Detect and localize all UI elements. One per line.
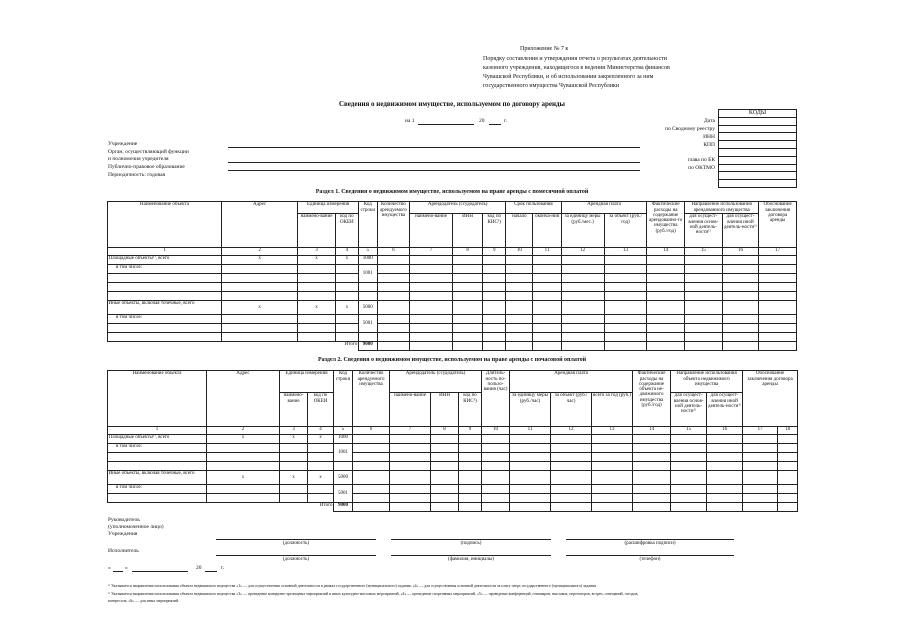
s1-h-direction: Направление использования арендованного имущества: [685, 202, 759, 214]
date-day-month-line: [418, 124, 474, 125]
code-label-inn: ИНН: [703, 134, 715, 140]
s1-x: x: [221, 256, 297, 265]
s2-h-dir2: для осущест-вления иной деятель-ности¹⁾: [707, 393, 743, 427]
appendix-line-2: Порядку составления и утверждения отчета о результатах деятельности: [483, 56, 667, 62]
s2-h-address: Адрес: [207, 371, 280, 427]
s2-num: 8: [431, 427, 459, 435]
institution-line: [228, 147, 640, 148]
s2-x: x: [207, 471, 280, 485]
s1-x: x: [335, 301, 358, 315]
section2-table: [107, 370, 798, 512]
s1-num: 13: [604, 248, 647, 256]
s1-num: 1: [108, 248, 222, 256]
code-label-registry: по Сводному реестру: [665, 126, 715, 132]
sig-date-year-line: [205, 571, 217, 572]
sig-head-decode-line: [566, 539, 734, 540]
s1-h-name: Наименование объекта: [108, 202, 222, 248]
s2-num: 17: [743, 427, 778, 435]
s2-num: 14: [633, 427, 671, 435]
s1-x: x: [335, 256, 358, 265]
sig-head-3: Учреждения: [108, 531, 138, 537]
s2-h-okopf: код по КИС³): [459, 393, 482, 427]
sig-exec-position-line: [216, 555, 376, 556]
s1-x: x: [221, 301, 297, 315]
s1-h-basis: Обоснование заключения договора аренды: [759, 202, 797, 248]
s1-num: 7: [410, 248, 453, 256]
s1-h-term: Срок пользования: [506, 202, 561, 214]
s1-row-other-total: Иные объекты, включая точечные, всего: [108, 301, 222, 315]
s2-num: 18: [778, 427, 798, 435]
s1-h-per-object: за объект (руб./год): [604, 214, 647, 248]
s1-h-okopf: код по КИС³): [483, 214, 506, 248]
field-founder-1: Орган, осуществляющий функции: [108, 149, 189, 155]
date-suffix: г.: [504, 118, 508, 124]
s2-num: 2: [207, 427, 280, 435]
s2-h-dir1: для осущест-вления основ-ной деятель-ности¹⁾: [671, 393, 707, 427]
s2-num: 7: [390, 427, 431, 435]
s2-row-area-total: Площадные объекты¹⁾, всего: [108, 435, 207, 444]
s1-total-label: Итого: [335, 342, 358, 351]
sig-caption: (подпись): [460, 541, 482, 546]
sig-date-g: г.: [221, 565, 225, 571]
s2-h-unit: Единица измерения: [280, 371, 334, 393]
s2-num: 15: [671, 427, 707, 435]
date-year-line: [489, 124, 501, 125]
date-year-prefix: 20: [479, 118, 485, 124]
footnote-3: конгрессов, «6» — для иных мероприятий.: [108, 599, 180, 603]
sig-date-q2: »: [125, 565, 128, 571]
appendix-line-1: Приложение № 7 к: [520, 46, 569, 52]
s2-num: 12: [551, 427, 592, 435]
sig-head-position-line: [216, 539, 376, 540]
s1-num: 10: [506, 248, 533, 256]
sig-date-month-line: [132, 571, 188, 572]
s1-h-per-unit: за единицу меры (руб./мес.): [561, 214, 604, 248]
codes-header: КОДЫ: [719, 110, 797, 118]
code-label-glava: глава по БК: [687, 157, 715, 163]
s1-num: 15: [685, 248, 723, 256]
s1-h-dir1: для осущест-вления основ-ной деятель-ности¹⁾: [685, 214, 723, 248]
appendix-line-4: Чувашской Республики, и об использовании закрепленного за ним: [483, 74, 654, 80]
founder-line: [228, 162, 640, 163]
sig-executor: Исполнитель: [108, 548, 139, 554]
s1-row-incl-2: в том числе:: [108, 315, 222, 324]
s2-h-per-year: всего за год (руб.): [592, 393, 633, 427]
s2-code-5000: 5000: [334, 471, 353, 485]
s1-num: 11: [533, 248, 561, 256]
code-label-kpp: КПП: [703, 142, 715, 148]
sig-date-q1: «: [108, 565, 111, 571]
s1-code-1001: 1001: [358, 265, 377, 283]
s1-num: 16: [722, 248, 759, 256]
s1-h-end: оконча-ния: [533, 214, 561, 248]
codes-table: [718, 109, 797, 188]
field-periodicity: Периодичность: годовая: [108, 172, 166, 178]
s1-num: 6: [377, 248, 409, 256]
s1-num: 4: [335, 248, 358, 256]
s1-num: 2: [221, 248, 297, 256]
appendix-line-5: государственного имущества Чувашской Республики: [483, 83, 620, 89]
s2-h-unit-code: код по ОКЕИ: [308, 393, 334, 427]
sig-date-day-line: [113, 571, 123, 572]
s2-x: x: [308, 471, 334, 485]
s2-h-costs: Фактические расходы на содержание объекта не-движимого имущества (руб./год): [633, 371, 671, 427]
s1-num: 9: [483, 248, 506, 256]
s2-x: x: [207, 435, 280, 444]
s1-code-9000: 9000: [358, 342, 377, 351]
footnote-1: ¹⁾ Указывается направление использования объекта недвижимого имущества «1» — для осуществления основной деятельности в рамках государственного (муниципального) задания, «2» — для осуществления основной деятельности за плату сверх государственного (муниципального) задания: [108, 584, 597, 588]
s1-x: x: [298, 301, 336, 315]
field-institution: Учреждение: [108, 141, 138, 147]
s2-h-direction: Направление использования объекта недвижимого имущества: [671, 371, 743, 393]
s1-h-unit-name: наимено-вание: [298, 214, 336, 248]
s2-h-duration: Длитель-ность по-пользо-вания (час): [482, 371, 510, 427]
s2-num: 9: [459, 427, 482, 435]
section1-table: [107, 201, 797, 351]
s2-num: 6: [353, 427, 390, 435]
s2-row-other-total: Иные объекты, включая точечные, всего: [108, 471, 207, 485]
s2-num: 1: [108, 427, 207, 435]
s2-x: x: [280, 435, 308, 444]
s1-num: 5: [358, 248, 377, 256]
s2-code-5001: 5001: [334, 485, 353, 503]
sig-caption: (телефон): [639, 557, 661, 562]
s1-h-address: Адрес: [221, 202, 297, 248]
s1-num: 12: [561, 248, 604, 256]
sig-date-year: 20: [196, 565, 202, 571]
s2-h-lessor-name: наимено-вание: [390, 393, 431, 427]
field-founder-2: и полномочия учредителя: [108, 156, 169, 162]
s1-code-1000: 1000: [358, 256, 377, 265]
s1-h-unit-code: код по ОКЕИ: [335, 214, 358, 248]
code-label-oktmo: по ОКТМО: [688, 165, 715, 171]
s1-num: 3: [298, 248, 336, 256]
s1-h-code: Код строки: [358, 202, 377, 248]
sig-head-1: Руководитель: [108, 517, 140, 523]
s1-code-5001: 5001: [358, 315, 377, 333]
s1-h-start: начало: [506, 214, 533, 248]
sig-caption: (должность): [282, 541, 310, 546]
s2-num: 10: [482, 427, 510, 435]
s1-num: 17: [759, 248, 797, 256]
s2-code-1001: 1001: [334, 444, 353, 462]
s1-h-lessor-name: наимено-вание: [410, 214, 453, 248]
s2-h-per-object: за объект (руб./час): [551, 393, 592, 427]
s2-h-qty: Количество арендуемого имущества: [353, 371, 390, 427]
s2-h-payment: Арендная плата: [510, 371, 633, 393]
s2-code-9000: 9000: [334, 503, 353, 512]
field-public-entity: Публично-правовое образование: [108, 164, 185, 170]
s1-h-costs: Фактические расходы на содержание арендованно-го имущества (руб./год): [647, 202, 685, 248]
s1-h-inn: ИНН: [452, 214, 482, 248]
public-entity-line: [228, 170, 640, 171]
section1-title: Раздел 1. Сведения о недвижимом имуществе, используемом на праве аренды с помесячной оплатой: [315, 189, 589, 195]
s2-num: 13: [592, 427, 633, 435]
s2-row-incl: в том числе:: [108, 444, 207, 453]
s2-row-incl-2: в том числе:: [108, 485, 207, 494]
code-label-date: Дата: [704, 118, 715, 124]
date-prefix: на 1: [405, 118, 415, 124]
sig-head-2: (уполномоченное лицо): [108, 524, 164, 530]
s1-row-area-total: Площадные объекты¹⁾, всего: [108, 256, 222, 265]
s1-h-unit: Единица измерения: [298, 202, 359, 214]
s1-h-dir2: для осущест-вления иной деятель-ности¹⁾: [722, 214, 759, 248]
sig-caption: (фамилия, инициалы): [447, 557, 495, 562]
section2-title: Раздел 2. Сведения о недвижимом имуществе, используемом на праве аренды с почасовой оплатой: [317, 357, 587, 363]
appendix-line-3: казенного учреждения, находящегося в ведении Министерства финансов: [483, 65, 670, 71]
s2-total-label: Итого: [308, 503, 334, 512]
s2-h-name: Наименование объекта: [108, 371, 207, 427]
s2-x: x: [280, 471, 308, 485]
sig-caption: (расшифровка подписи): [624, 541, 676, 546]
s2-h-code: Код строки: [334, 371, 353, 427]
s1-h-qty: Количество арендуемого имущества: [377, 202, 409, 248]
sig-caption: (должность): [282, 557, 310, 562]
s2-num: 16: [707, 427, 743, 435]
s1-num: 14: [647, 248, 685, 256]
s2-h-lessor: Арендодатель (ссудодатель): [390, 371, 482, 393]
s1-row-incl: в том числе:: [108, 265, 222, 274]
s2-h-inn: ИНН: [431, 393, 459, 427]
sig-exec-phone-line: [566, 555, 734, 556]
s1-num: 8: [452, 248, 482, 256]
s2-num: 4: [308, 427, 334, 435]
s1-h-payment: Арендная плата: [561, 202, 647, 214]
sig-head-signature-line: [391, 539, 551, 540]
s2-x: x: [308, 435, 334, 444]
sig-exec-name-line: [391, 555, 551, 556]
s1-x: x: [298, 256, 336, 265]
s2-num: 3: [280, 427, 308, 435]
s2-code-1000: 1000: [334, 435, 353, 444]
s2-h-per-unit: за единицу меры (руб./час): [510, 393, 551, 427]
s2-h-basis: Обоснование заключения договора аренды: [743, 371, 798, 427]
s1-code-5000: 5000: [358, 301, 377, 315]
s2-num: 5: [334, 427, 353, 435]
s1-h-lessor: Арендодатель (ссудодатель): [410, 202, 506, 214]
s2-num: 11: [510, 427, 551, 435]
footnote-2: ²⁾ Указывается направление использования объекта недвижимого имущества «3» — проведение концертно-зрелищных мероприятий и иных культурно-массовых мероприятий, «4» — проведение спортивных мероприятий, «5» — проведение конференций, семинаров, выставок, переговоров, встреч, совещаний, съездов,: [108, 592, 639, 596]
s2-h-unit-name: наимено-вание: [280, 393, 308, 427]
document-title: Сведения о недвижимом имуществе, используемом по договору аренды: [338, 100, 566, 108]
